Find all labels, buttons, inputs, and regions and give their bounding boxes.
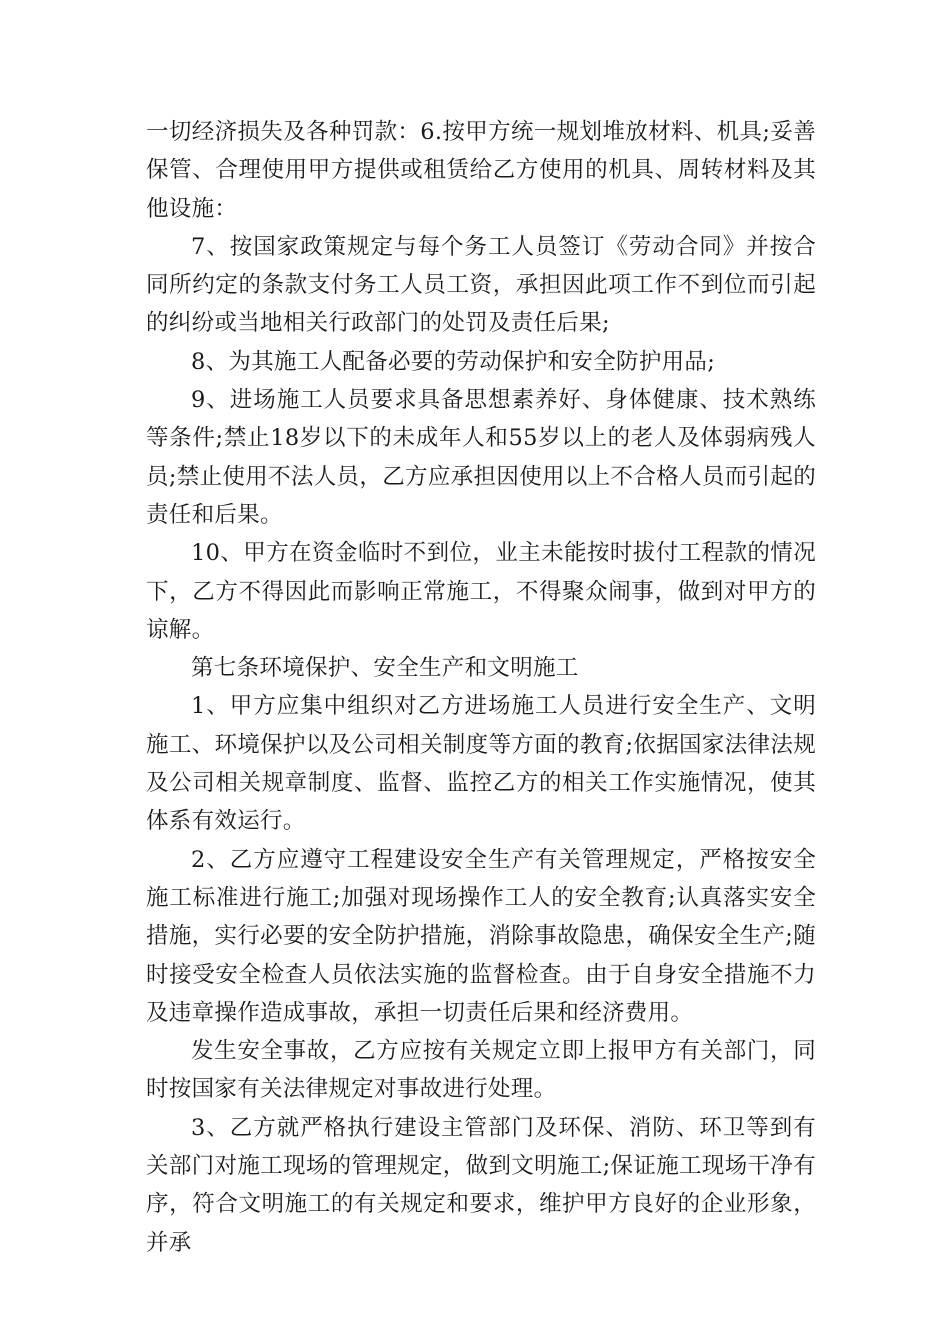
paragraph-article-7-item-2: 2、乙方应遵守工程建设安全生产有关管理规定，严格按安全施工标准进行施工;加强对现场操作工人的安全教育;认真落实安全措施，实行必要的安全防护措施，消除事故隐患，确保安全生产;随时接受安全检查人员依法实施的监督检查。由于自身安全措施不力及违章操作造成事故，承担一切责任后果和经济费用。 xyxy=(146,846,816,1026)
document-body xyxy=(146,113,816,1262)
paragraph-article-7-item-1: 1、甲方应集中组织对乙方进场施工人员进行安全生产、文明施工、环境保护以及公司相关制度等方面的教育;依据国家法律法规及公司相关规章制度、监督、监控乙方的相关工作实施情况，使其体系有效运行。 xyxy=(146,693,816,835)
paragraph-accident-report: 发生安全事故，乙方应按有关规定立即上报甲方有关部门，同时按国家有关法律规定对事故进行处理。 xyxy=(146,1038,816,1103)
section-heading-article-7: 第七条环境保护、安全生产和文明施工 xyxy=(191,655,579,682)
paragraph-continuation: 一切经济损失及各种罚款：6.按甲方统一规划堆放材料、机具;妥善保管、合理使用甲方提供或租赁给乙方使用的机具、周转材料及其他设施： xyxy=(146,119,816,222)
paragraph-item-8: 8、为其施工人配备必要的劳动保护和安全防护用品; xyxy=(191,348,716,375)
paragraph-article-7-item-3: 3、乙方就严格执行建设主管部门及环保、消防、环卫等到有关部门对施工现场的管理规定，做到文明施工;保证施工现场干净有序，符合文明施工的有关规定和要求，维护甲方良好的企业形象，并承 xyxy=(146,1114,816,1256)
paragraph-item-9: 9、进场施工人员要求具备思想素养好、身体健康、技术熟练等条件;禁止18岁以下的未成年人和55岁以上的老人及体弱病残人员;禁止使用不法人员，乙方应承担因使用以上不合格人员而引起的责任和后果。 xyxy=(146,387,816,528)
paragraph-item-7: 7、按国家政策规定与每个务工人员签订《劳动合同》并按合同所约定的条款支付务工人员工资，承担因此项工作不到位而引起的纠纷或当地相关行政部门的处罚及责任后果; xyxy=(146,233,816,337)
paragraph-item-10: 10、甲方在资金临时不到位，业主未能按时拔付工程款的情况下，乙方不得因此而影响正常施工，不得聚众闹事，做到对甲方的谅解。 xyxy=(146,540,816,643)
